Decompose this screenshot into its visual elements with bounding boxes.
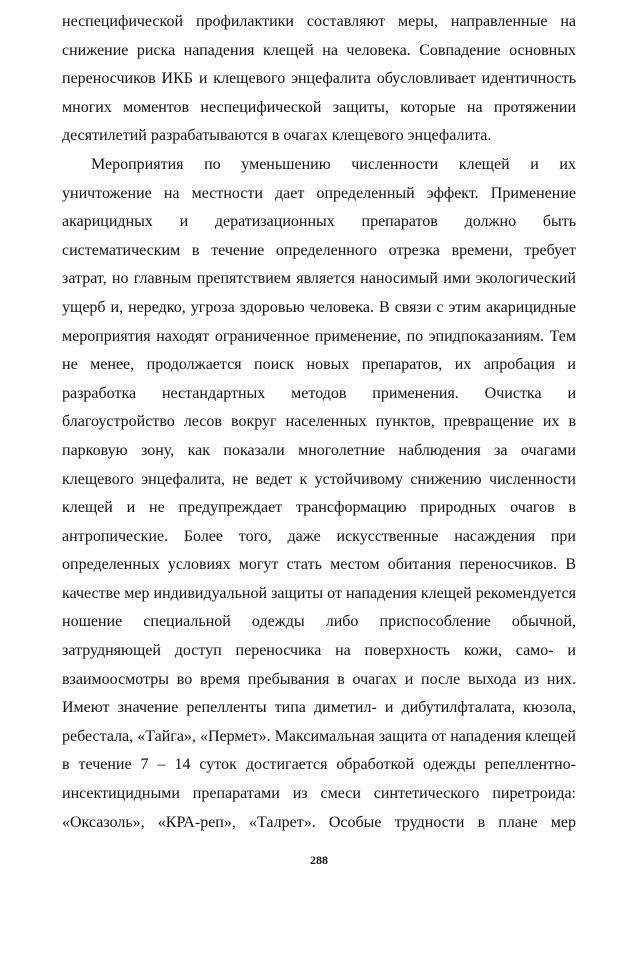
text-line: акарицидных и дератизационных препаратов должно быть <box>62 213 576 231</box>
text-line: определенных условиях могут стать местом обитания переносчиков. В <box>62 556 576 574</box>
text-line: благоустройство лесов вокруг населенных пунктов, превращение их в <box>62 413 576 431</box>
text-line: качестве мер индивидуальной защиты от нападения клещей рекомендуется <box>62 584 576 602</box>
text-line: многих моментов неспецифической защиты, которые на протяжении <box>62 98 576 116</box>
text-line: ребестала, «Тайга», «Пермет». Максимальная защита от нападения клещей <box>62 727 576 745</box>
paragraph-first-line: Мероприятия по уменьшению численности клещей и их <box>91 155 576 173</box>
text-line: Имеют значение репелленты типа диметил- и дибутилфталата, кюзола, <box>62 699 576 717</box>
text-line: антропические. Более того, даже искусственные насаждения при <box>62 527 576 545</box>
text-line: ущерб и, нередко, угроза здоровью человека. В связи с этим акарицидные <box>62 298 576 316</box>
text-line: мероприятия находят ограниченное применение, по эпидпоказаниям. Тем <box>62 327 576 345</box>
text-line: десятилетий разрабатываются в очагах клещевого энцефалита. <box>62 127 492 145</box>
text-line: ношение специальной одежды либо приспособление обычной, <box>62 613 576 631</box>
text-line: «Оксазоль», «КРА-реп», «Талрет». Особые трудности в плане мер <box>62 813 576 831</box>
text-line: парковую зону, как показали многолетние наблюдения за очагами <box>62 441 576 459</box>
text-line: затрудняющей доступ переносчика на поверхность кожи, само- и <box>62 642 576 660</box>
text-line: взаимоосмотры во время пребывания в очагах и после выхода из них. <box>62 670 576 688</box>
text-line: клещевого энцефалита, не ведет к устойчивому снижению численности <box>62 470 576 488</box>
text-line: разработка нестандартных методов применения. Очистка и <box>62 384 576 402</box>
text-line: уничтожение на местности дает определенный эффект. Применение <box>62 184 576 202</box>
text-line: снижение риска нападения клещей на человека. Совпадение основных <box>62 41 576 59</box>
text-line: затрат, но главным препятствием является наносимый ими экологический <box>62 270 576 288</box>
body-text <box>62 8 576 837</box>
text-line: переносчиков ИКБ и клещевого энцефалита обусловливает идентичность <box>62 70 576 88</box>
text-line: систематическим в течение определенного отрезка времени, требует <box>62 241 576 259</box>
text-line: инсектицидными препаратами из смеси синтетического пиретроида: <box>62 785 576 803</box>
text-line: неспецифической профилактики составляют меры, направленные на <box>62 13 576 30</box>
text-line: не менее, продолжается поиск новых препаратов, их апробация и <box>62 356 576 374</box>
text-line: в течение 7 – 14 суток достигается обработкой одежды репеллентно- <box>62 756 576 774</box>
page-number: 288 <box>310 853 328 867</box>
text-line: клещей и не предупреждает трансформацию природных очагов в <box>62 499 576 517</box>
